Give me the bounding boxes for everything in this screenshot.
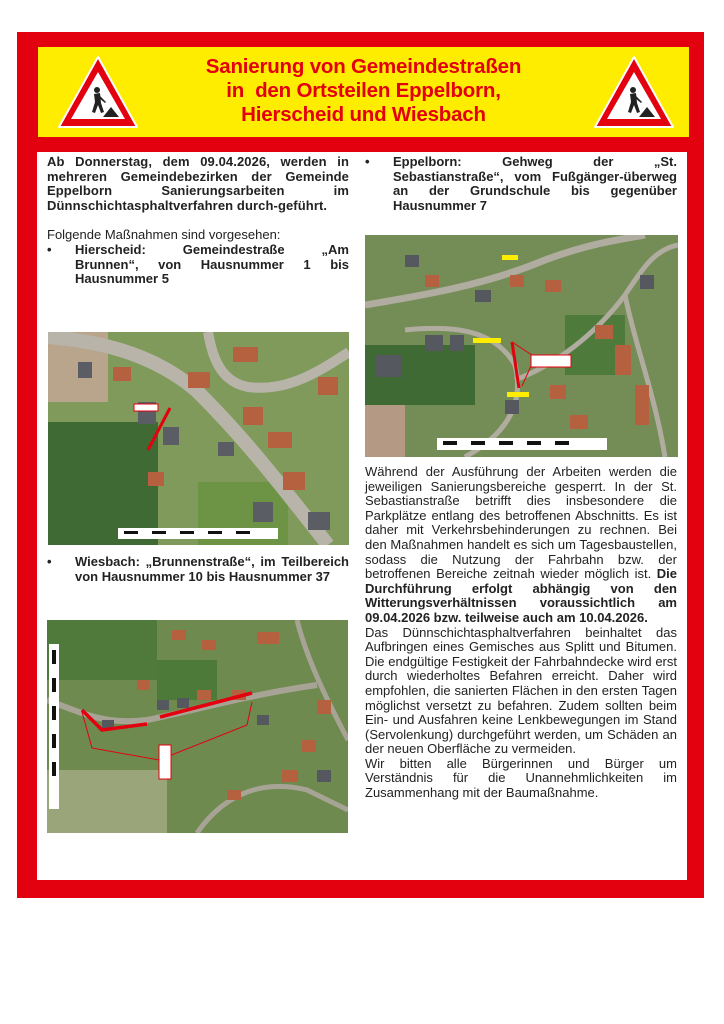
left-column: [47, 152, 349, 287]
title-line-3: Hierscheid und Wiesbach: [241, 103, 486, 126]
bullet-icon: •: [47, 554, 52, 569]
measure-wiesbach-text: Wiesbach: „Brunnenstraße“, im Teilbereich von Hausnummer 10 bis Hausnummer 37: [75, 554, 349, 584]
measure-wiesbach: [47, 555, 349, 584]
procedure-paragraph: Das Dünnschichtasphaltverfahren beinhaltet das Aufbringen eines Gemisches aus Splitt und Bitumen. Die endgültige Festigkeit der Fahrbahndecke wird erst durch wiederholtes Befahren erreicht. Daher wird empfohlen, die sanierten Flächen in den ersten Tagen möglichst versetzt zu befahren. Zudem sollten beim Ein- und Ausfahren keine Lenkbewegungen im Stand (Servolenkung) durchgeführt werden, um Schäden an der neuen Oberfläche zu vermeiden.: [365, 624, 677, 757]
right-column-body: [365, 465, 677, 801]
aerial-map-wiesbach: [47, 620, 348, 833]
thanks-paragraph: Wir bitten alle Bürgerinnen und Bürger um Verständnis für die Unannehmlichkeiten im Zusammenhang mit der Baumaßnahme.: [365, 755, 677, 801]
measures-heading: Folgende Maßnahmen sind vorgesehen:: [47, 227, 281, 243]
roadwork-warning-sign-icon: [593, 55, 675, 129]
closure-paragraph: [365, 465, 677, 626]
title-banner: [38, 47, 689, 137]
title-line-2: in den Ortsteilen Eppelborn,: [226, 79, 501, 102]
measure-eppelborn-text: Eppelborn: Gehweg der „St. Sebastianstraße“, vom Fußgänger-überweg an der Grundschule bis gegenüber Hausnummer 7: [393, 154, 677, 213]
roadwork-warning-sign-icon: [57, 55, 139, 129]
bullet-icon: •: [47, 241, 52, 257]
title-line-1: Sanierung von Gemeindestraßen: [205, 55, 522, 78]
measure-eppelborn: [365, 155, 677, 213]
bullet-icon: •: [365, 154, 370, 169]
schedule-text: Die Durchführung erfolgt abhängig von den Witterungsverhältnissen voraussichtlich am 09.04.2026 bzw. teilweise auch am 10.04.2026.: [365, 566, 677, 625]
closure-text: Während der Ausführung der Arbeiten werden die jeweiligen Sanierungsbereiche gesperrt. In der St. Sebastianstraße betrifft dies insbesondere die Parkplätze entlang des betroffenen Abschnitts. Es ist daher mit Verkehrsbehinderungen zu rechnen. Bei den Maßnahmen handelt es sich um Tagesbaustellen, sodass die Nutzung der Fahrbahn bzw. der betroffenen Bereiche zeitnah wieder möglich ist.: [365, 464, 677, 582]
measure-hierscheid: [47, 243, 349, 287]
page-title: [158, 55, 569, 127]
intro-text: Ab Donnerstag, dem 09.04.2026, werden in mehreren Gemeindebezirken der Gemeinde Eppelborn Sanierungsarbeiten im Dünnschichtasphaltverfahren durch-geführt.: [47, 154, 349, 213]
content-area: [37, 152, 687, 880]
left-column-lower: [47, 555, 349, 584]
right-column: [365, 152, 677, 213]
measure-hierscheid-text: Hierscheid: Gemeindestraße „Am Brunnen“, von Hausnummer 1 bis Hausnummer 5: [75, 241, 349, 287]
aerial-map-hierscheid: [48, 332, 349, 545]
aerial-map-eppelborn: [365, 235, 678, 457]
